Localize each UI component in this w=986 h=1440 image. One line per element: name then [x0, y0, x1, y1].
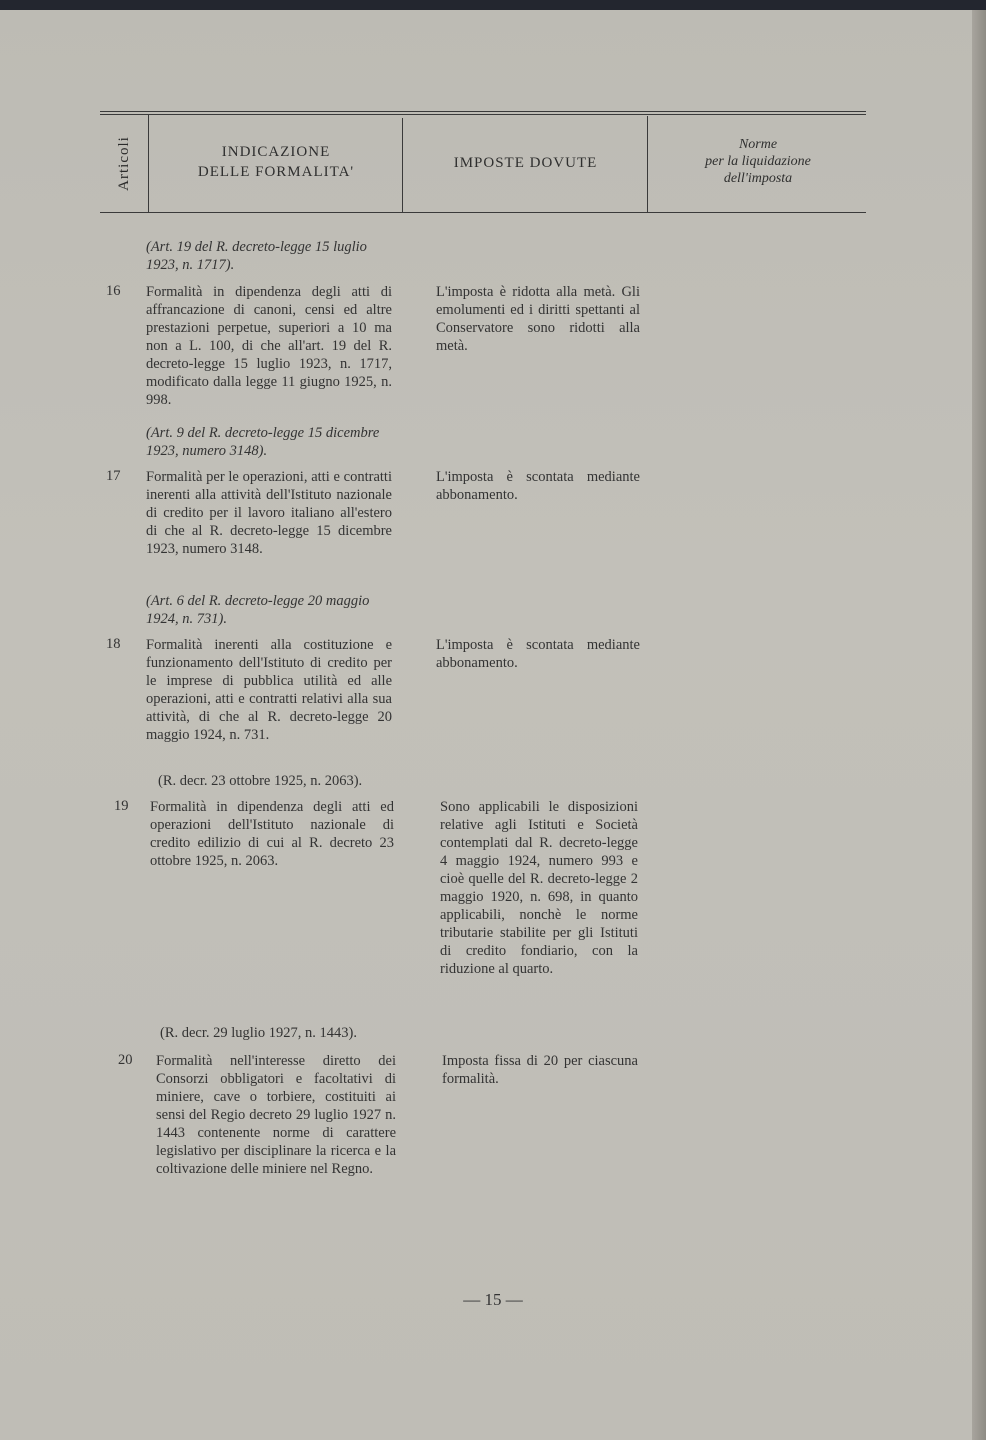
scan-page-edge: [972, 10, 986, 1440]
header-indicazione: [150, 142, 402, 182]
entry-formalita: Formalità inerenti alla costituzione e funzionamento dell'Istituto di credito per le imprese di pubblica utilità ed alle operazioni, atti e contratti relativi alla sua attività, di che al R. decreto-legge 20 maggio 1924, n. 731.: [146, 637, 392, 743]
entry-reference: (Art. 9 del R. decreto-legge 15 dicembre 1923, numero 3148).: [146, 425, 380, 459]
entry-imposte: Sono applicabili le disposizioni relative agli Istituti e Società contemplati dal R. decreto-legge 4 maggio 1924, numero 993 e cioè quelle del R. decreto-legge 2 maggio 1920, n. 698, in quanto applicabili, nonchè le norme tributarie stabilite per gli Istituti di credito fondiario, con la riduzione al quarto.: [440, 799, 638, 977]
header-top-rule-2: [100, 114, 866, 115]
entry-formalita: Formalità per le operazioni, atti e contratti inerenti alla attività dell'Istituto nazionale di credito per il lavoro italiano all'estero di che al R. decreto-legge 15 dicembre 1923, numero 3148.: [146, 469, 392, 557]
entry-formalita: Formalità nell'interesse diretto dei Consorzi obbligatori e facoltativi di miniere, cave o torbiere, costituiti ai sensi del Regio decreto 29 luglio 1927 n. 1443 contenente norme di carattere legislativo per disciplinare la ricerca e la coltivazione delle miniere nel Regno.: [156, 1053, 396, 1177]
preamble-reference: (Art. 19 del R. decreto-legge 15 luglio 1923, n. 1717).: [146, 239, 367, 273]
header-indicazione-line2: DELLE FORMALITA': [197, 164, 355, 180]
entry-number: 16: [106, 283, 121, 299]
entry-number: 20: [118, 1052, 133, 1068]
entry-reference: (R. decr. 29 luglio 1927, n. 1443).: [160, 1025, 357, 1041]
entry-imposte: Imposta fissa di 20 per ciascuna formalità.: [442, 1053, 638, 1087]
entry-imposte: L'imposta è scontata mediante abbonamento.: [436, 469, 640, 503]
header-bottom-rule: [100, 212, 866, 213]
header-norme-line3: dell'imposta: [723, 171, 793, 186]
header-norme-line2: per la liquidazione: [705, 154, 811, 169]
entry-number: 17: [106, 468, 121, 484]
header-divider-1: [148, 114, 149, 212]
header-indicazione-line1: INDICAZIONE: [221, 144, 331, 160]
entry-imposte: L'imposta è scontata mediante abbonamento.: [436, 637, 640, 671]
entry-formalita: Formalità in dipendenza degli atti di affrancazione di canoni, censi ed altre prestazioni perpetue, superiori a 10 ma non a L. 100, di che all'art. 19 del R. decreto-legge 15 luglio 1923, n. 1717, modificato dalla legge 11 giugno 1925, n. 998.: [146, 284, 392, 408]
header-divider-3: [647, 116, 648, 212]
entry-imposte: L'imposta è ridotta alla metà. Gli emolumenti ed i diritti spettanti al Conservatore sono ridotti alla metà.: [436, 284, 640, 354]
entry-reference: (R. decr. 23 ottobre 1925, n. 2063).: [158, 773, 363, 789]
scan-top-border: [0, 0, 986, 10]
entry-number: 19: [114, 798, 129, 814]
header-articoli: Articoli: [115, 135, 132, 191]
header-divider-2: [402, 118, 403, 212]
page-number: — 15 —: [463, 1290, 523, 1309]
header-norme: [650, 136, 866, 187]
entry-number: 18: [106, 636, 121, 652]
header-imposte: IMPOSTE DOVUTE: [453, 155, 598, 171]
entry-formalita: Formalità in dipendenza degli atti ed operazioni dell'Istituto nazionale di credito edilizio di cui al R. decreto 23 ottobre 1925, n. 2063.: [150, 799, 394, 869]
header-norme-line1: Norme: [738, 137, 778, 152]
entry-reference: (Art. 6 del R. decreto-legge 20 maggio 1924, n. 731).: [146, 593, 370, 627]
header-top-rule: [100, 111, 866, 112]
